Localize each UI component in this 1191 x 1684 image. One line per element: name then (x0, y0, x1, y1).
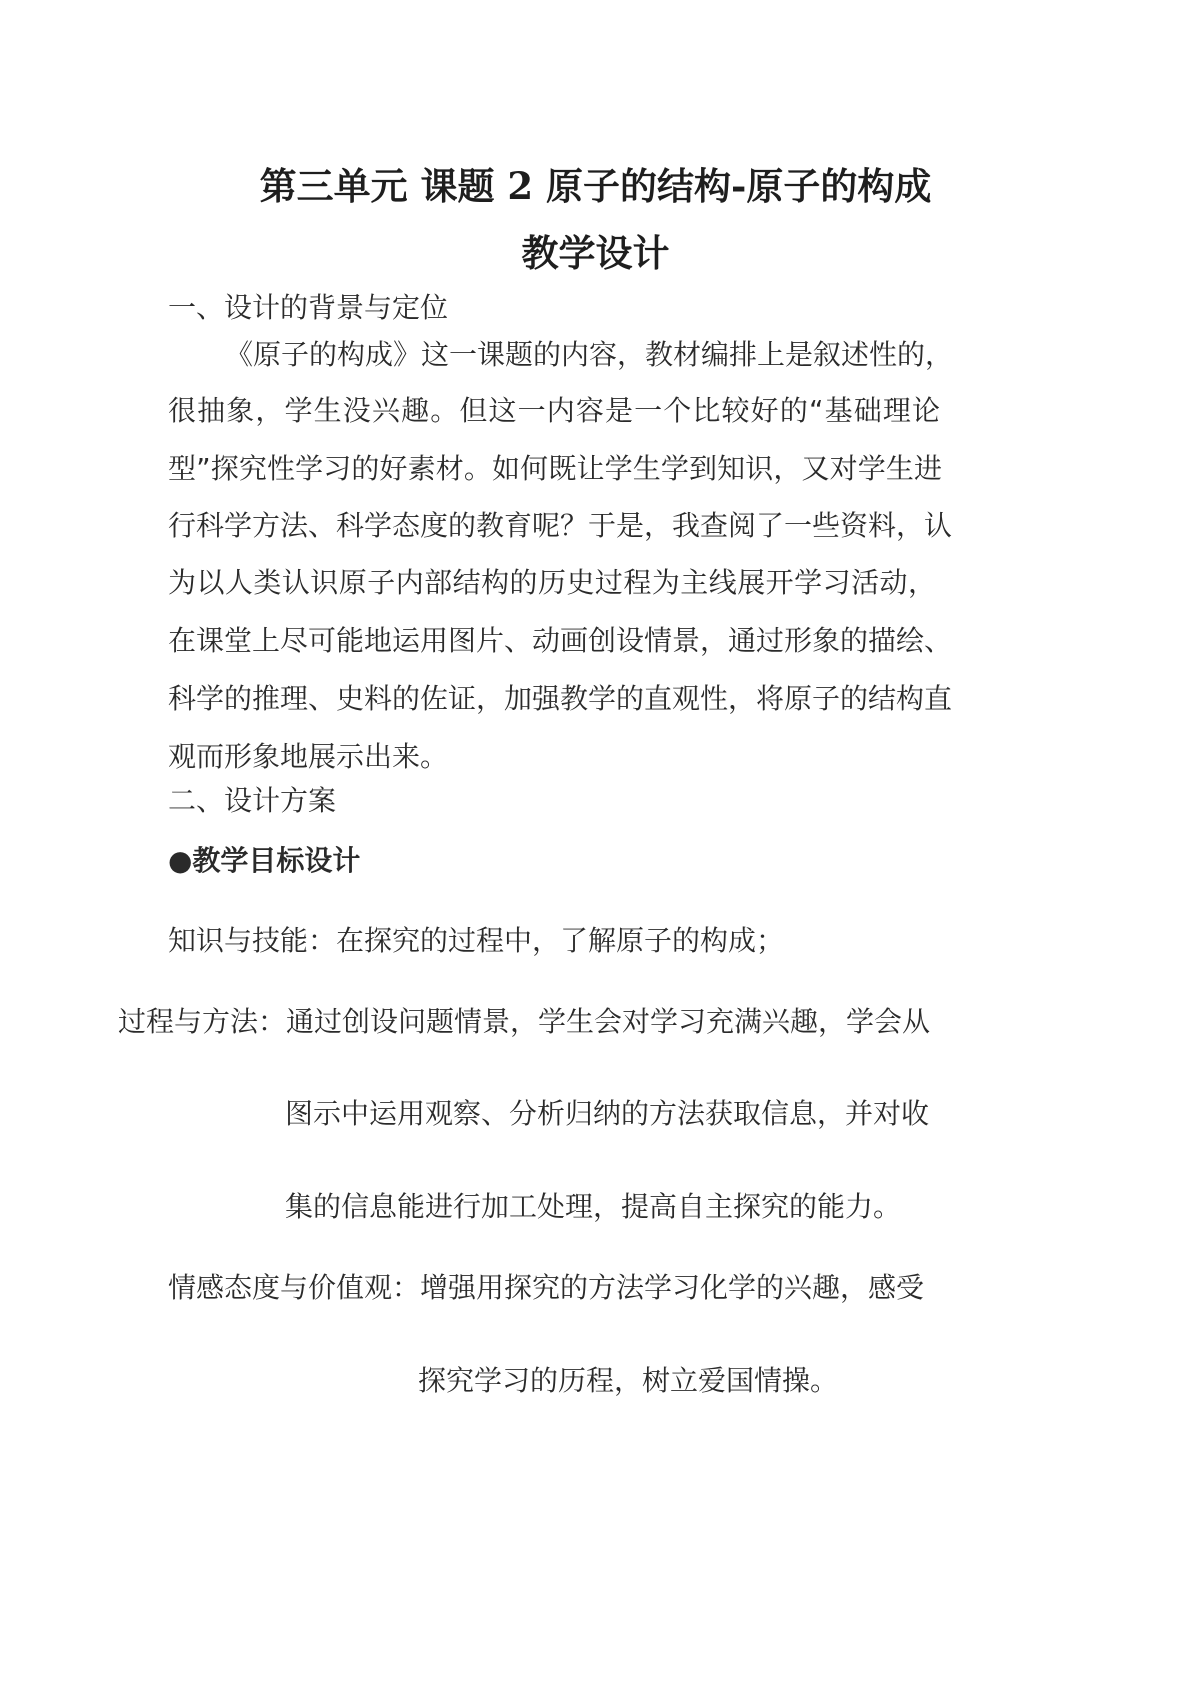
document-subtitle: 教学设计 (521, 231, 670, 275)
paragraph-line: 在课堂上尽可能地运用图片、动画创设情景，通过形象的描绘、 (168, 624, 953, 657)
objective-emotion-line: 情感态度与价值观：增强用探究的方法学习化学的兴趣，感受 (168, 1271, 925, 1304)
paragraph-line: 型”探究性学习的好素材。如何既让学生学到知识，又对学生进 (168, 452, 942, 485)
paragraph-line: 为以人类认识原子内部结构的历史过程为主线展开学习活动， (168, 566, 936, 599)
section-heading-plan: 二、设计方案 (168, 784, 337, 817)
paragraph-line: 科学的推理、史料的佐证，加强教学的直观性，将原子的结构直 (168, 682, 953, 715)
paragraph-line: 观而形象地展示出来。 (168, 740, 449, 773)
objective-knowledge: 知识与技能：在探究的过程中，了解原子的构成； (168, 924, 785, 957)
section-heading-background: 一、设计的背景与定位 (168, 291, 449, 324)
document-title: 第三单元 课题 2 原子的结构-原子的构成 (259, 164, 932, 208)
subheading-objectives: ●教学目标设计 (168, 844, 361, 877)
paragraph-line: 行科学方法、科学态度的教育呢？于是，我查阅了一些资料，认 (168, 509, 953, 542)
paragraph-line: 很抽象，学生没兴趣。但这一内容是一个比较好的“基础理论 (168, 394, 940, 427)
paragraph-line: 《原子的构成》这一课题的内容，教材编排上是叙述性的， (225, 338, 954, 371)
objective-emotion-line: 探究学习的历程，树立爱国情操。 (418, 1364, 839, 1397)
objective-process-line: 过程与方法：通过创设问题情景，学生会对学习充满兴趣，学会从 (118, 1005, 931, 1038)
objective-process-line: 图示中运用观察、分析归纳的方法获取信息，并对收 (285, 1097, 930, 1130)
objective-process-line: 集的信息能进行加工处理，提高自主探究的能力。 (285, 1190, 902, 1223)
